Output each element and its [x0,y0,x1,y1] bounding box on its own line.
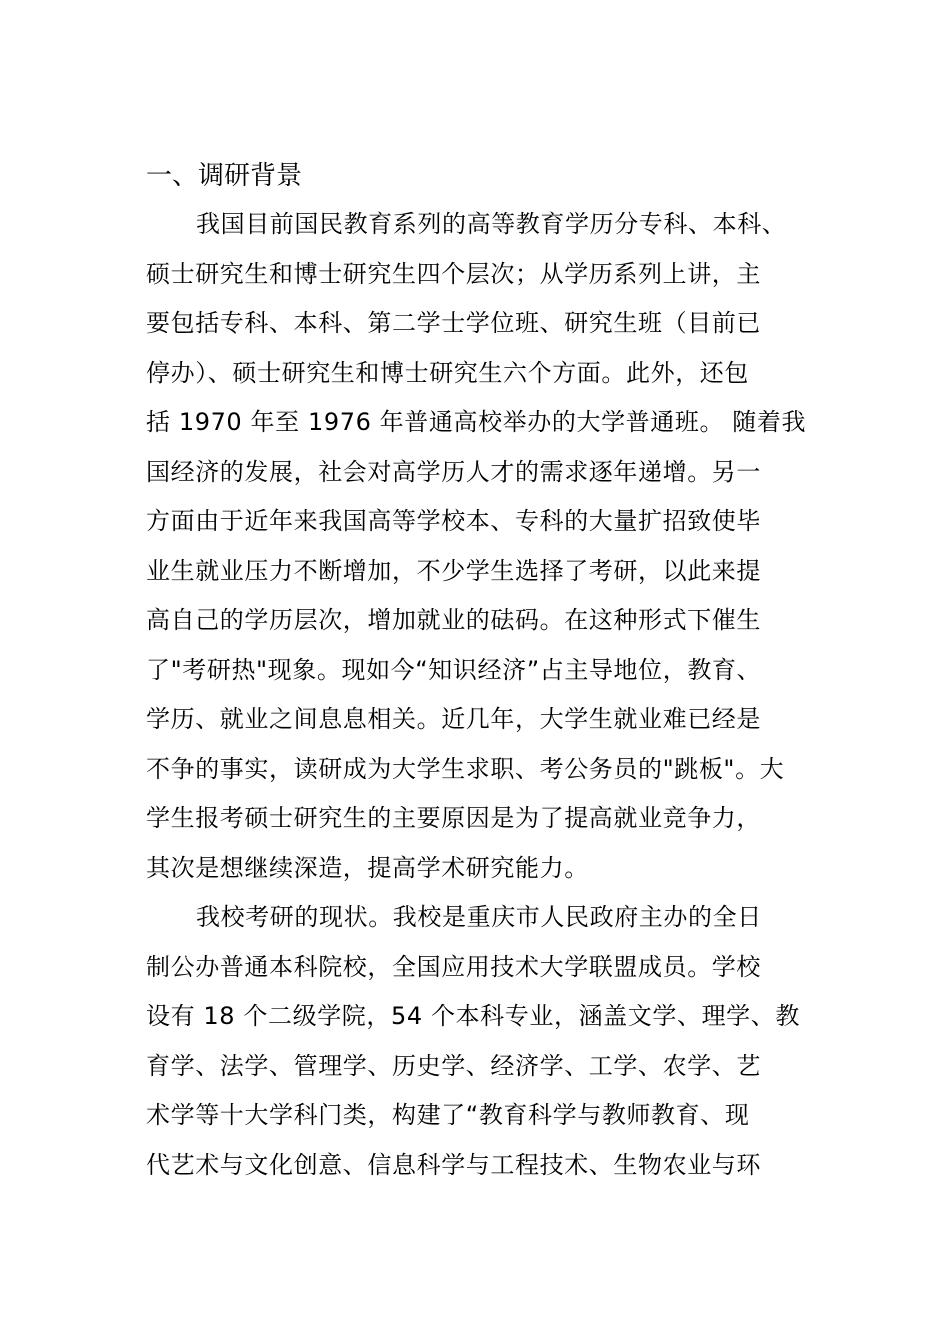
document-body [146,152,807,1190]
paragraph-line: 育学、法学、管理学、历史学、经济学、工学、农学、艺 [146,1051,761,1080]
paragraph-school-status [146,893,800,1190]
paragraph-line: 方面由于近年来我国高等学校本、专科的大量扩招致使毕 [146,507,761,535]
paragraph-line: 硕士研究生和博士研究生四个层次；从学历系列上讲，主 [146,259,761,288]
section-heading: 一、调研背景 [146,161,303,191]
paragraph-line: 其次是想继续深造，提高学术研究能力。 [146,853,589,882]
paragraph-line: 停办）、硕士研究生和博士研究生六个方面。此外，还包 [146,358,749,387]
paragraph-line: 学生报考硕士研究生的主要原因是为了提高就业竞争力， [146,804,761,832]
paragraph-line: 不争的事实，读研成为大学生求职、考公务员的"跳板"。大 [146,754,785,783]
paragraph-line: 设有 18 个二级学院，54 个本科专业，涵盖文学、理学、教 [146,1002,800,1030]
paragraph-line: 了"考研热"现象。现如今“知识经济”占主导地位，教育、 [146,655,762,684]
paragraph-line: 学历、就业之间息息相关。近几年，大学生就业难已经是 [146,705,761,733]
paragraph-line: 术学等十大学科门类，构建了“教育科学与教师教育、现 [146,1101,750,1129]
paragraph-line: 我校考研的现状。我校是重庆市人民政府主办的全日 [196,903,762,931]
paragraph-line: 我国目前国民教育系列的高等教育学历分专科、本科、 [196,210,787,238]
paragraph-line: 括 1970 年至 1976 年普通高校举办的大学普通班。 随着我 [146,408,807,436]
paragraph-line: 国经济的发展，社会对高学历人才的需求逐年递增。另一 [146,457,761,486]
paragraph-line: 高自己的学历层次，增加就业的砝码。在这种形式下催生 [146,606,761,634]
paragraph-background [146,200,807,893]
paragraph-line: 要包括专科、本科、第二学士学位班、研究生班（目前已 [146,309,761,337]
paragraph-line: 制公办普通本科院校，全国应用技术大学联盟成员。学校 [146,952,761,981]
paragraph-line: 代艺术与文化创意、信息科学与工程技术、生物农业与环 [146,1150,761,1179]
paragraph-line: 业生就业压力不断增加，不少学生选择了考研，以此来提 [146,556,761,585]
